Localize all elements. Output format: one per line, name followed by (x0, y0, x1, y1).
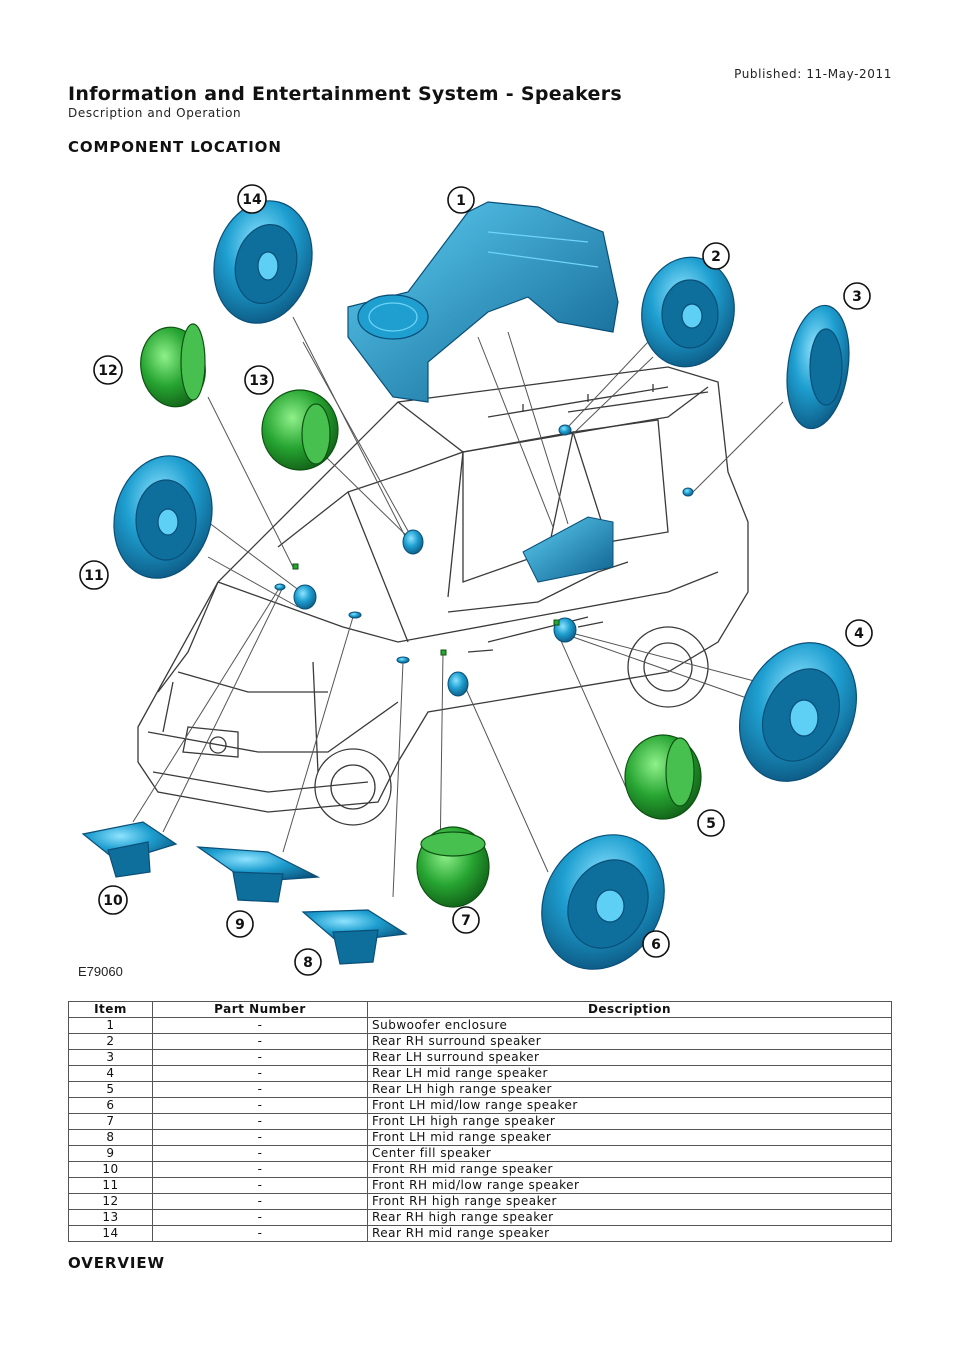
cell-description: Subwoofer enclosure (368, 1018, 892, 1034)
callout-3 (844, 283, 870, 309)
cell-part-number: - (153, 1226, 368, 1242)
speaker-9 (198, 847, 318, 902)
table-row (69, 1082, 892, 1098)
speaker-14 (201, 190, 326, 335)
callout-8 (295, 949, 321, 975)
cell-description: Front LH mid range speaker (368, 1130, 892, 1146)
cell-description: Rear RH surround speaker (368, 1034, 892, 1050)
callout-2 (703, 243, 729, 269)
callout-label-5: 5 (706, 816, 716, 832)
published-date: Published: 11-May-2011 (734, 67, 892, 81)
cell-part-number: - (153, 1066, 368, 1082)
column-header-description: Description (368, 1002, 892, 1018)
cell-part-number: - (153, 1018, 368, 1034)
cell-part-number: - (153, 1194, 368, 1210)
cell-part-number: - (153, 1050, 368, 1066)
subwoofer-enclosure (348, 202, 618, 402)
callout-11 (80, 561, 108, 589)
cell-description: Front LH high range speaker (368, 1114, 892, 1130)
table-row (69, 1146, 892, 1162)
cell-item: 13 (69, 1210, 153, 1226)
component-table (68, 1001, 892, 1242)
table-row (69, 1018, 892, 1034)
speaker-4 (718, 624, 879, 801)
speaker-2 (633, 250, 743, 374)
cell-description: Front RH mid/low range speaker (368, 1178, 892, 1194)
callout-label-1: 1 (456, 193, 466, 209)
table-row (69, 1226, 892, 1242)
callout-label-10: 10 (103, 893, 123, 909)
section-heading-overview: OVERVIEW (68, 1254, 165, 1272)
table-row (69, 1066, 892, 1082)
cell-part-number: - (153, 1034, 368, 1050)
table-row (69, 1210, 892, 1226)
cell-part-number: - (153, 1098, 368, 1114)
speaker-6 (518, 812, 688, 988)
cell-item: 9 (69, 1146, 153, 1162)
cell-item: 8 (69, 1130, 153, 1146)
page-title: Information and Entertainment System - Speakers (68, 83, 622, 105)
table-row (69, 1098, 892, 1114)
callout-label-4: 4 (854, 626, 864, 642)
cell-part-number: - (153, 1162, 368, 1178)
speaker-7 (417, 827, 489, 907)
table-header-row (69, 1002, 892, 1018)
section-heading-component-location: COMPONENT LOCATION (68, 138, 282, 156)
speaker-3 (780, 301, 857, 432)
speaker-location-diagram (68, 172, 892, 988)
callout-label-3: 3 (852, 289, 862, 305)
column-header-part-number: Part Number (153, 1002, 368, 1018)
speaker-10 (83, 822, 176, 877)
table-row (69, 1178, 892, 1194)
page-subtitle: Description and Operation (68, 106, 242, 120)
callout-label-2: 2 (711, 249, 721, 265)
cell-item: 5 (69, 1082, 153, 1098)
cell-item: 12 (69, 1194, 153, 1210)
cell-part-number: - (153, 1082, 368, 1098)
callout-label-12: 12 (98, 363, 118, 379)
table-row (69, 1162, 892, 1178)
cell-description: Front RH mid range speaker (368, 1162, 892, 1178)
callout-7 (453, 907, 479, 933)
cell-part-number: - (153, 1130, 368, 1146)
cell-description: Rear LH high range speaker (368, 1082, 892, 1098)
cell-item: 3 (69, 1050, 153, 1066)
callout-label-11: 11 (84, 568, 104, 584)
cell-description: Front RH high range speaker (368, 1194, 892, 1210)
cell-description: Front LH mid/low range speaker (368, 1098, 892, 1114)
callout-label-8: 8 (303, 955, 313, 971)
cell-description: Rear RH high range speaker (368, 1210, 892, 1226)
cell-item: 11 (69, 1178, 153, 1194)
callout-label-14: 14 (242, 192, 262, 208)
cell-part-number: - (153, 1146, 368, 1162)
cell-description: Rear LH mid range speaker (368, 1066, 892, 1082)
callout-6 (643, 931, 669, 957)
table-row (69, 1130, 892, 1146)
callout-label-6: 6 (651, 937, 661, 953)
table-row (69, 1034, 892, 1050)
callout-5 (698, 810, 724, 836)
speaker-12 (135, 322, 212, 412)
cell-item: 7 (69, 1114, 153, 1130)
callout-1 (448, 187, 474, 213)
cell-item: 4 (69, 1066, 153, 1082)
cell-description: Center fill speaker (368, 1146, 892, 1162)
column-header-item: Item (69, 1002, 153, 1018)
speaker-13 (262, 390, 338, 470)
cell-item: 6 (69, 1098, 153, 1114)
callout-12 (94, 356, 122, 384)
speaker-11 (101, 445, 226, 590)
callout-label-13: 13 (249, 373, 269, 389)
callout-10 (99, 886, 127, 914)
cell-description: Rear RH mid range speaker (368, 1226, 892, 1242)
callout-13 (245, 366, 273, 394)
table-row (69, 1114, 892, 1130)
cell-item: 10 (69, 1162, 153, 1178)
cell-item: 2 (69, 1034, 153, 1050)
cell-part-number: - (153, 1178, 368, 1194)
callout-14 (238, 185, 266, 213)
table-row (69, 1050, 892, 1066)
cell-description: Rear LH surround speaker (368, 1050, 892, 1066)
callout-9 (227, 911, 253, 937)
cell-item: 1 (69, 1018, 153, 1034)
callout-4 (846, 620, 872, 646)
callout-label-9: 9 (235, 917, 245, 933)
speaker-5 (625, 735, 701, 819)
cell-part-number: - (153, 1114, 368, 1130)
figure-code: E79060 (78, 964, 123, 979)
callout-label-7: 7 (461, 913, 471, 929)
table-row (69, 1194, 892, 1210)
cell-part-number: - (153, 1210, 368, 1226)
cell-item: 14 (69, 1226, 153, 1242)
